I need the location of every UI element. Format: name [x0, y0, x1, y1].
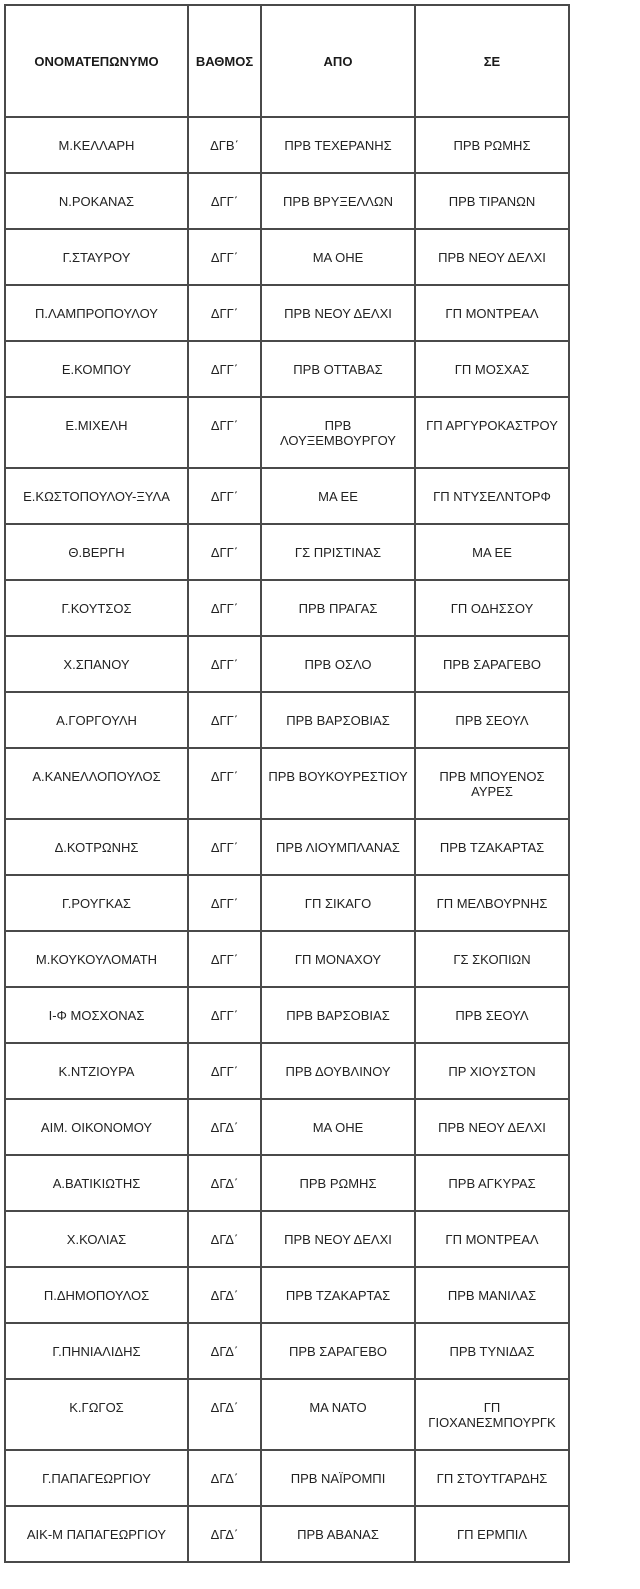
- cell-to: ΠΡΒ ΝΕΟΥ ΔΕΛΧΙ: [415, 1099, 569, 1155]
- cell-to: ΓΠ ΕΡΜΠΙΛ: [415, 1506, 569, 1562]
- cell-to: ΠΡΒ ΑΓΚΥΡΑΣ: [415, 1155, 569, 1211]
- table-row: [5, 285, 569, 341]
- cell-to: ΓΠ ΝΤΥΣΕΛΝΤΟΡΦ: [415, 468, 569, 524]
- cell-from: ΠΡΒ ΝΑΪΡΟΜΠΙ: [261, 1450, 415, 1506]
- cell-from: ΠΡΒ ΝΕΟΥ ΔΕΛΧΙ: [261, 285, 415, 341]
- cell-to: ΓΠ ΣΤΟΥΤΓΑΡΔΗΣ: [415, 1450, 569, 1506]
- cell-rank: ΔΓΓ΄: [188, 875, 261, 931]
- cell-rank: ΔΓΒ΄: [188, 117, 261, 173]
- cell-rank: ΔΓΔ΄: [188, 1099, 261, 1155]
- cell-rank: ΔΓΓ΄: [188, 580, 261, 636]
- cell-rank: ΔΓΓ΄: [188, 524, 261, 580]
- cell-to: ΓΠ ΜΕΛΒΟΥΡΝΗΣ: [415, 875, 569, 931]
- cell-name: Χ.ΚΟΛΙΑΣ: [5, 1211, 188, 1267]
- cell-to: ΓΠ ΜΟΝΤΡΕΑΛ: [415, 285, 569, 341]
- cell-name: Ε.ΜΙΧΕΛΗ: [5, 397, 188, 468]
- cell-from: ΓΣ ΠΡΙΣΤΙΝΑΣ: [261, 524, 415, 580]
- table-row: [5, 468, 569, 524]
- cell-rank: ΔΓΓ΄: [188, 748, 261, 819]
- cell-rank: ΔΓΔ΄: [188, 1323, 261, 1379]
- cell-to: ΠΡΒ ΤΖΑΚΑΡΤΑΣ: [415, 819, 569, 875]
- cell-to: ΠΡΒ ΣΑΡΑΓΕΒΟ: [415, 636, 569, 692]
- cell-from: ΜΑ ΟΗΕ: [261, 1099, 415, 1155]
- cell-name: Θ.ΒΕΡΓΗ: [5, 524, 188, 580]
- cell-to: ΠΡ ΧΙΟΥΣΤΟΝ: [415, 1043, 569, 1099]
- table-row: [5, 117, 569, 173]
- cell-from: ΠΡΒ ΤΖΑΚΑΡΤΑΣ: [261, 1267, 415, 1323]
- header-rank: ΒΑΘΜΟΣ: [188, 5, 261, 117]
- cell-rank: ΔΓΔ΄: [188, 1211, 261, 1267]
- cell-to: ΠΡΒ ΝΕΟΥ ΔΕΛΧΙ: [415, 229, 569, 285]
- cell-to: ΠΡΒ ΜΠΟΥΕΝΟΣ ΑΥΡΕΣ: [415, 748, 569, 819]
- cell-to: ΠΡΒ ΣΕΟΥΛ: [415, 692, 569, 748]
- cell-name: Π.ΔΗΜΟΠΟΥΛΟΣ: [5, 1267, 188, 1323]
- cell-name: Κ.ΓΩΓΟΣ: [5, 1379, 188, 1450]
- table-row: [5, 1267, 569, 1323]
- cell-name: Γ.ΣΤΑΥΡΟΥ: [5, 229, 188, 285]
- cell-from: ΠΡΒ ΔΟΥΒΛΙΝΟΥ: [261, 1043, 415, 1099]
- cell-name: Κ.ΝΤΖΙΟΥΡΑ: [5, 1043, 188, 1099]
- cell-rank: ΔΓΔ΄: [188, 1379, 261, 1450]
- cell-from: ΠΡΒ ΝΕΟΥ ΔΕΛΧΙ: [261, 1211, 415, 1267]
- table-row: [5, 748, 569, 819]
- cell-rank: ΔΓΓ΄: [188, 1043, 261, 1099]
- cell-from: ΠΡΒ ΑΒΑΝΑΣ: [261, 1506, 415, 1562]
- table-row: [5, 524, 569, 580]
- cell-from: ΜΑ ΝΑΤΟ: [261, 1379, 415, 1450]
- table-header-row: [5, 5, 569, 117]
- table-row: [5, 580, 569, 636]
- table-row: [5, 875, 569, 931]
- cell-name: ΑΙΚ-Μ ΠΑΠΑΓΕΩΡΓΙΟΥ: [5, 1506, 188, 1562]
- transfers-table: [4, 4, 570, 1563]
- cell-to: ΠΡΒ ΣΕΟΥΛ: [415, 987, 569, 1043]
- table-row: [5, 173, 569, 229]
- cell-to: ΠΡΒ ΜΑΝΙΛΑΣ: [415, 1267, 569, 1323]
- cell-name: Μ.ΚΕΛΛΑΡΗ: [5, 117, 188, 173]
- table-row: [5, 931, 569, 987]
- cell-from: ΠΡΒ ΛΙΟΥΜΠΛΑΝΑΣ: [261, 819, 415, 875]
- cell-to: ΓΠ ΑΡΓΥΡΟΚΑΣΤΡΟΥ: [415, 397, 569, 468]
- cell-name: Γ.ΠΗΝΙΑΛΙΔΗΣ: [5, 1323, 188, 1379]
- cell-name: Π.ΛΑΜΠΡΟΠΟΥΛΟΥ: [5, 285, 188, 341]
- table-row: [5, 636, 569, 692]
- cell-name: Γ.ΚΟΥΤΣΟΣ: [5, 580, 188, 636]
- cell-to: ΓΠ ΜΟΝΤΡΕΑΛ: [415, 1211, 569, 1267]
- table-row: [5, 1323, 569, 1379]
- cell-from: ΜΑ ΕΕ: [261, 468, 415, 524]
- table-row: [5, 1155, 569, 1211]
- cell-to: ΜΑ ΕΕ: [415, 524, 569, 580]
- table-row: [5, 1506, 569, 1562]
- cell-rank: ΔΓΔ΄: [188, 1450, 261, 1506]
- cell-from: ΠΡΒ ΠΡΑΓΑΣ: [261, 580, 415, 636]
- cell-from: ΠΡΒ ΒΟΥΚΟΥΡΕΣΤΙΟΥ: [261, 748, 415, 819]
- cell-rank: ΔΓΓ΄: [188, 819, 261, 875]
- cell-to: ΠΡΒ ΤΥΝΙΔΑΣ: [415, 1323, 569, 1379]
- table-row: [5, 1450, 569, 1506]
- table-row: [5, 229, 569, 285]
- cell-rank: ΔΓΓ΄: [188, 341, 261, 397]
- cell-rank: ΔΓΓ΄: [188, 397, 261, 468]
- cell-name: Ε.ΚΟΜΠΟΥ: [5, 341, 188, 397]
- cell-name: Α.ΚΑΝΕΛΛΟΠΟΥΛΟΣ: [5, 748, 188, 819]
- cell-name: Γ.ΠΑΠΑΓΕΩΡΓΙΟΥ: [5, 1450, 188, 1506]
- cell-from: ΠΡΒ ΟΤΤΑΒΑΣ: [261, 341, 415, 397]
- cell-to: ΓΠ ΜΟΣΧΑΣ: [415, 341, 569, 397]
- header-name: ΟΝΟΜΑΤΕΠΩΝΥΜΟ: [5, 5, 188, 117]
- cell-from: ΜΑ ΟΗΕ: [261, 229, 415, 285]
- header-to: ΣΕ: [415, 5, 569, 117]
- cell-rank: ΔΓΓ΄: [188, 987, 261, 1043]
- header-from: ΑΠΟ: [261, 5, 415, 117]
- table-row: [5, 692, 569, 748]
- cell-name: Γ.ΡΟΥΓΚΑΣ: [5, 875, 188, 931]
- cell-name: ΑΙΜ. ΟΙΚΟΝΟΜΟΥ: [5, 1099, 188, 1155]
- cell-to: ΓΠ ΓΙΟΧΑΝΕΣΜΠΟΥΡΓΚ: [415, 1379, 569, 1450]
- cell-rank: ΔΓΔ΄: [188, 1506, 261, 1562]
- cell-from: ΓΠ ΜΟΝΑΧΟΥ: [261, 931, 415, 987]
- cell-to: ΓΠ ΟΔΗΣΣΟΥ: [415, 580, 569, 636]
- table-row: [5, 341, 569, 397]
- table-row: [5, 819, 569, 875]
- table-row: [5, 1043, 569, 1099]
- cell-from: ΠΡΒ ΒΑΡΣΟΒΙΑΣ: [261, 692, 415, 748]
- cell-to: ΠΡΒ ΤΙΡΑΝΩΝ: [415, 173, 569, 229]
- table-body: [5, 117, 569, 1562]
- cell-name: Μ.ΚΟΥΚΟΥΛΟΜΑΤΗ: [5, 931, 188, 987]
- cell-name: Ε.ΚΩΣΤΟΠΟΥΛΟΥ-ΞΥΛΑ: [5, 468, 188, 524]
- cell-from: ΠΡΒ ΟΣΛΟ: [261, 636, 415, 692]
- cell-from: ΠΡΒ ΒΡΥΞΕΛΛΩΝ: [261, 173, 415, 229]
- cell-rank: ΔΓΓ΄: [188, 285, 261, 341]
- cell-name: Ν.ΡΟΚΑΝΑΣ: [5, 173, 188, 229]
- cell-to: ΠΡΒ ΡΩΜΗΣ: [415, 117, 569, 173]
- cell-from: ΠΡΒ ΤΕΧΕΡΑΝΗΣ: [261, 117, 415, 173]
- cell-from: ΓΠ ΣΙΚΑΓΟ: [261, 875, 415, 931]
- table-row: [5, 1211, 569, 1267]
- cell-from: ΠΡΒ ΛΟΥΞΕΜΒΟΥΡΓΟΥ: [261, 397, 415, 468]
- cell-name: Δ.ΚΟΤΡΩΝΗΣ: [5, 819, 188, 875]
- cell-from: ΠΡΒ ΡΩΜΗΣ: [261, 1155, 415, 1211]
- cell-rank: ΔΓΓ΄: [188, 468, 261, 524]
- cell-from: ΠΡΒ ΒΑΡΣΟΒΙΑΣ: [261, 987, 415, 1043]
- cell-rank: ΔΓΔ΄: [188, 1155, 261, 1211]
- cell-name: Ι-Φ ΜΟΣΧΟΝΑΣ: [5, 987, 188, 1043]
- cell-rank: ΔΓΓ΄: [188, 636, 261, 692]
- cell-name: Α.ΓΟΡΓΟΥΛΗ: [5, 692, 188, 748]
- table-row: [5, 1099, 569, 1155]
- cell-rank: ΔΓΓ΄: [188, 173, 261, 229]
- cell-name: Α.ΒΑΤΙΚΙΩΤΗΣ: [5, 1155, 188, 1211]
- table-row: [5, 397, 569, 468]
- cell-from: ΠΡΒ ΣΑΡΑΓΕΒΟ: [261, 1323, 415, 1379]
- cell-name: Χ.ΣΠΑΝΟΥ: [5, 636, 188, 692]
- cell-rank: ΔΓΓ΄: [188, 229, 261, 285]
- cell-rank: ΔΓΔ΄: [188, 1267, 261, 1323]
- cell-rank: ΔΓΓ΄: [188, 692, 261, 748]
- table-row: [5, 1379, 569, 1450]
- cell-rank: ΔΓΓ΄: [188, 931, 261, 987]
- table-row: [5, 987, 569, 1043]
- cell-to: ΓΣ ΣΚΟΠΙΩΝ: [415, 931, 569, 987]
